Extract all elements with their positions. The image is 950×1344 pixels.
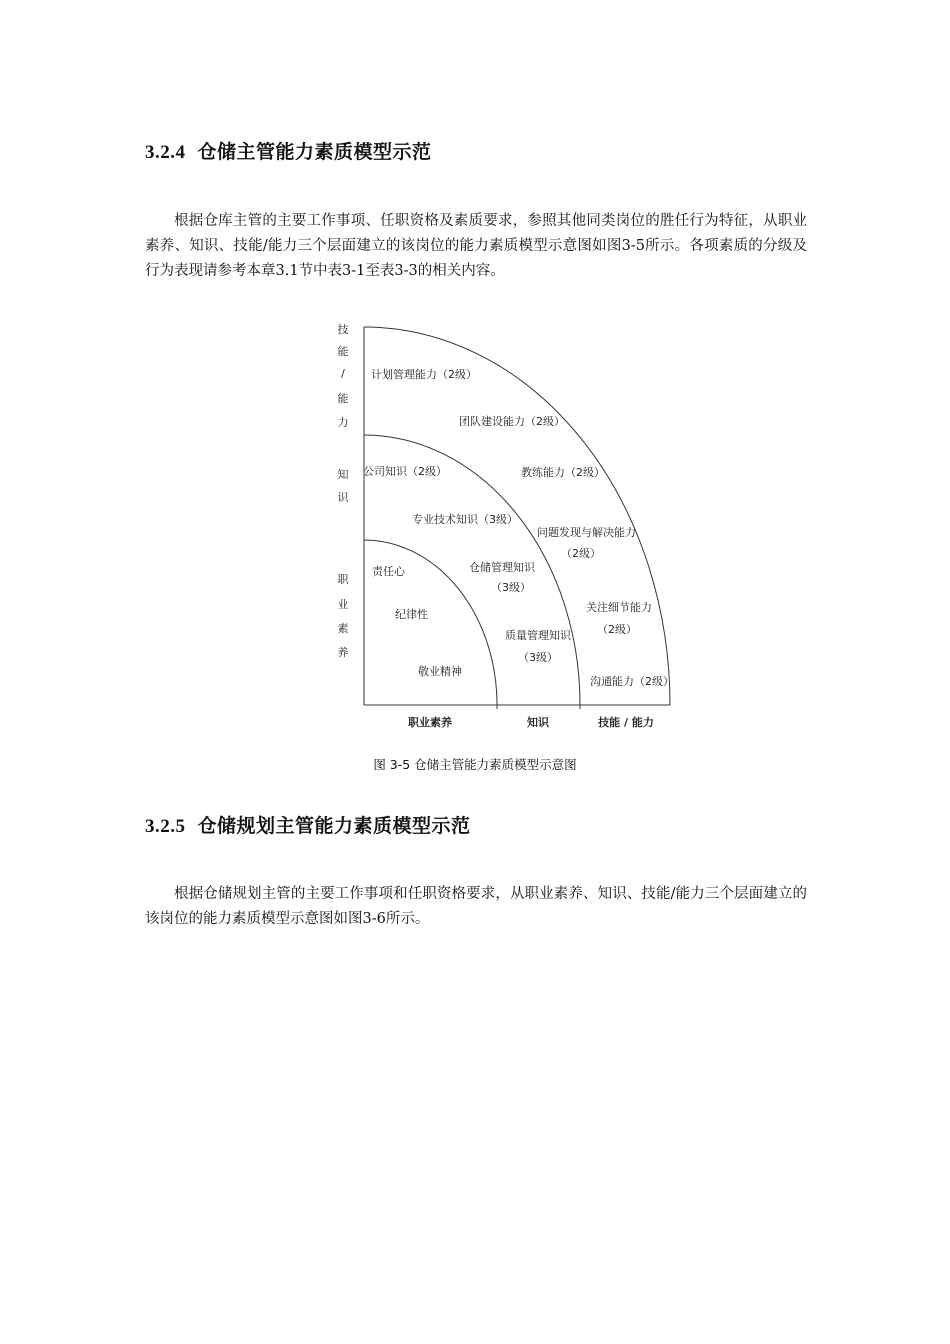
y-label-char: 业 <box>337 598 349 611</box>
y-label-char: / <box>341 367 345 380</box>
y-label-char: 知 <box>337 468 349 481</box>
knowledge-item: （3级） <box>518 651 558 664</box>
professional-item: 敬业精神 <box>418 665 462 678</box>
y-label-char: 素 <box>337 622 349 635</box>
knowledge-item: 专业技术知识（3级） <box>412 513 518 526</box>
skill-item: 团队建设能力（2级） <box>459 415 565 428</box>
section-title: 仓储规划主管能力素质模型示范 <box>197 815 471 837</box>
professional-item: 纪律性 <box>395 608 428 621</box>
knowledge-item: （3级） <box>491 581 531 594</box>
y-label-char: 力 <box>337 416 349 429</box>
x-label-knowledge: 知识 <box>527 716 549 729</box>
section-heading-3-2-5 <box>145 811 471 838</box>
y-axis-labels <box>338 322 350 659</box>
y-label-char: 养 <box>337 646 349 659</box>
competency-model-diagram <box>325 315 685 749</box>
y-label-char: 能 <box>337 392 349 405</box>
section-heading-3-2-4 <box>145 137 432 164</box>
knowledge-item: 仓储管理知识 <box>469 561 535 574</box>
section-paragraph: 根据仓储规划主管的主要工作事项和任职资格要求，从职业素养、知识、技能/能力三个层面建立的该岗位的能力素质模型示意图如图3-6所示。 <box>145 886 807 927</box>
skill-item: 沟通能力（2级） <box>590 675 674 688</box>
y-label-char: 能 <box>337 345 349 358</box>
quarter-circle-chart <box>325 315 685 745</box>
x-axis-labels <box>408 715 654 729</box>
y-label-char: 技 <box>337 323 349 336</box>
x-label-skills: 技能 / 能力 <box>598 716 654 729</box>
knowledge-item: 公司知识（2级） <box>363 465 447 478</box>
skill-item: 教练能力（2级） <box>521 466 605 479</box>
section-number: 3.2.4 <box>145 142 186 163</box>
skill-item: 关注细节能力 <box>586 601 652 614</box>
y-label-char: 职 <box>337 573 349 586</box>
professional-item: 责任心 <box>372 565 405 578</box>
skill-item: （2级） <box>597 623 637 636</box>
knowledge-item: 质量管理知识 <box>505 629 571 642</box>
skill-item: 计划管理能力（2级） <box>371 368 477 381</box>
figure-caption: 图 3-5 仓储主管能力素质模型示意图 <box>373 757 577 772</box>
skill-item: 问题发现与解决能力 <box>537 526 636 539</box>
x-label-professional: 职业素养 <box>408 716 452 729</box>
section-paragraph: 根据仓库主管的主要工作事项、任职资格及素质要求，参照其他同类岗位的胜任行为特征，从职业素养、知识、技能/能力三个层面建立的该岗位的能力素质模型示意图如图3-5所示。各项素质的分级及行为表现请参考本章3.1节中表3-1至表3-3的相关内容。 <box>145 213 807 279</box>
section-title: 仓储主管能力素质模型示范 <box>197 141 432 163</box>
professional-layer-labels <box>372 564 462 678</box>
skill-item: （2级） <box>561 547 601 560</box>
section-number: 3.2.5 <box>145 816 186 837</box>
y-label-char: 识 <box>337 491 349 504</box>
